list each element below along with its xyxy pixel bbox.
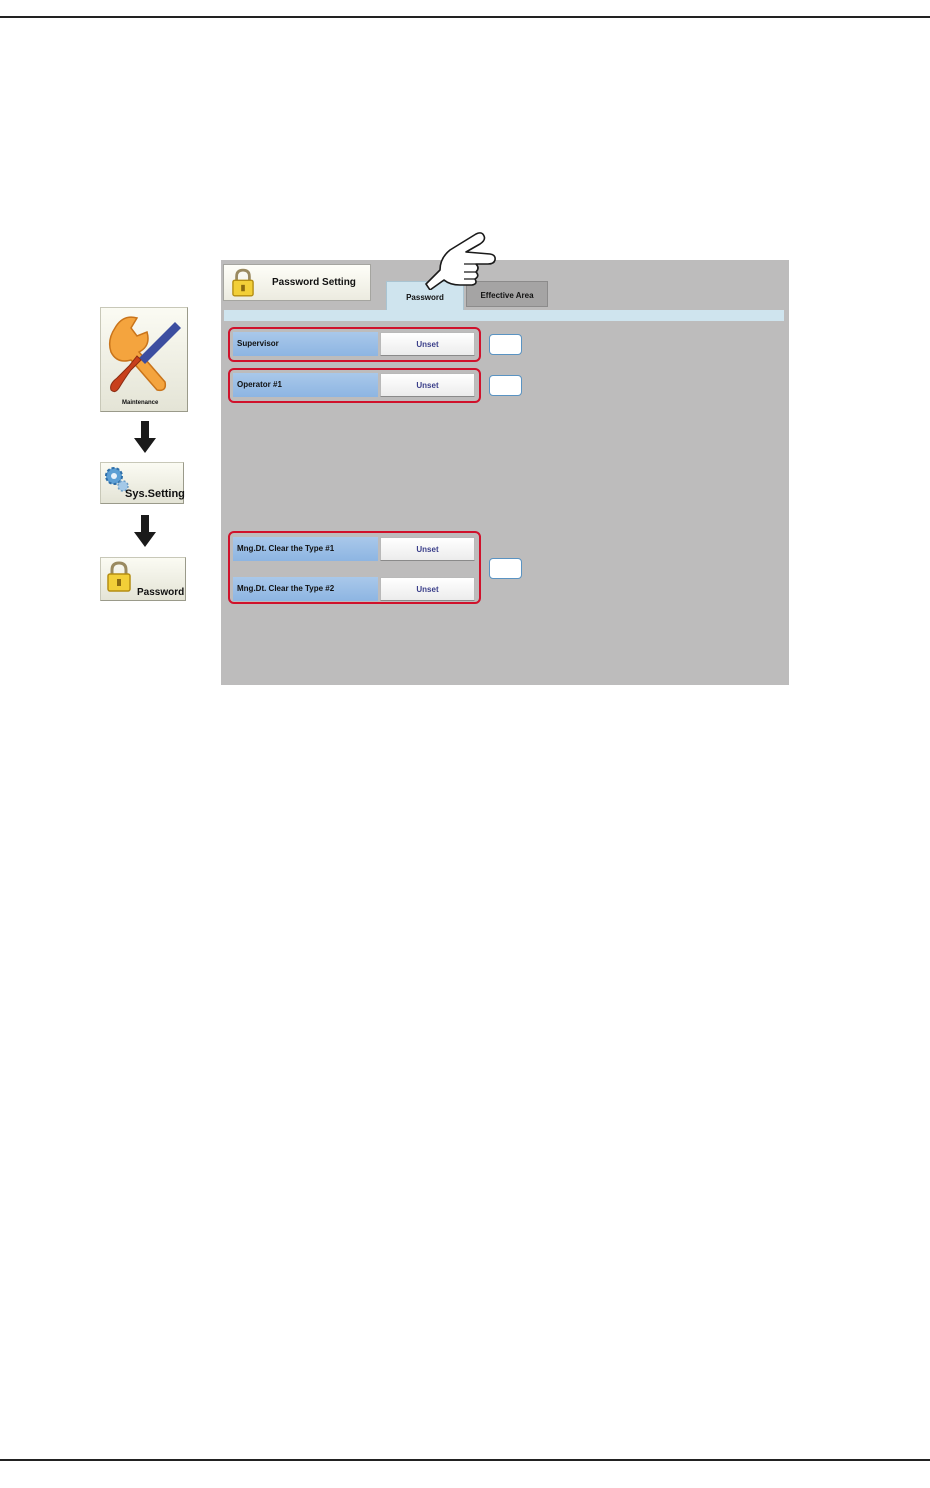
supervisor-side-button[interactable] [489,334,522,355]
row-label: Supervisor [233,332,378,356]
down-arrow-icon [134,421,156,453]
tab-effective-area[interactable]: Effective Area [466,281,548,307]
maintenance-label: Maintenance [122,400,159,406]
password-nav-label: Password [137,587,185,598]
mng-dt-clear-type-2-button[interactable]: Unset [380,577,475,601]
panel-title: Password Setting [272,277,356,288]
mng-dt-clear-side-button[interactable] [489,558,522,579]
password-setting-panel [221,260,789,685]
sys-setting-label: Sys.Setting [125,488,185,500]
down-arrow-icon [134,515,156,547]
row-label: Mng.Dt. Clear the Type #1 [233,537,378,561]
supervisor-password-button[interactable]: Unset [380,332,475,356]
panel-title-box [223,264,371,301]
operator-1-password-button[interactable]: Unset [380,373,475,397]
row-label: Mng.Dt. Clear the Type #2 [233,577,378,601]
password-nav-button[interactable] [100,557,186,601]
maintenance-button[interactable] [100,307,188,412]
pointing-hand-icon [420,228,500,290]
maintenance-tools-icon [101,308,187,398]
padlock-icon [107,561,131,593]
bottom-rule [0,1459,930,1461]
row-label: Operator #1 [233,373,378,397]
sys-setting-button[interactable] [100,462,184,504]
top-rule [0,16,930,18]
tab-content-strip [224,310,784,321]
mng-dt-clear-type-1-button[interactable]: Unset [380,537,475,561]
padlock-icon [232,268,254,298]
tab-password[interactable]: Password [386,281,464,312]
operator-1-side-button[interactable] [489,375,522,396]
